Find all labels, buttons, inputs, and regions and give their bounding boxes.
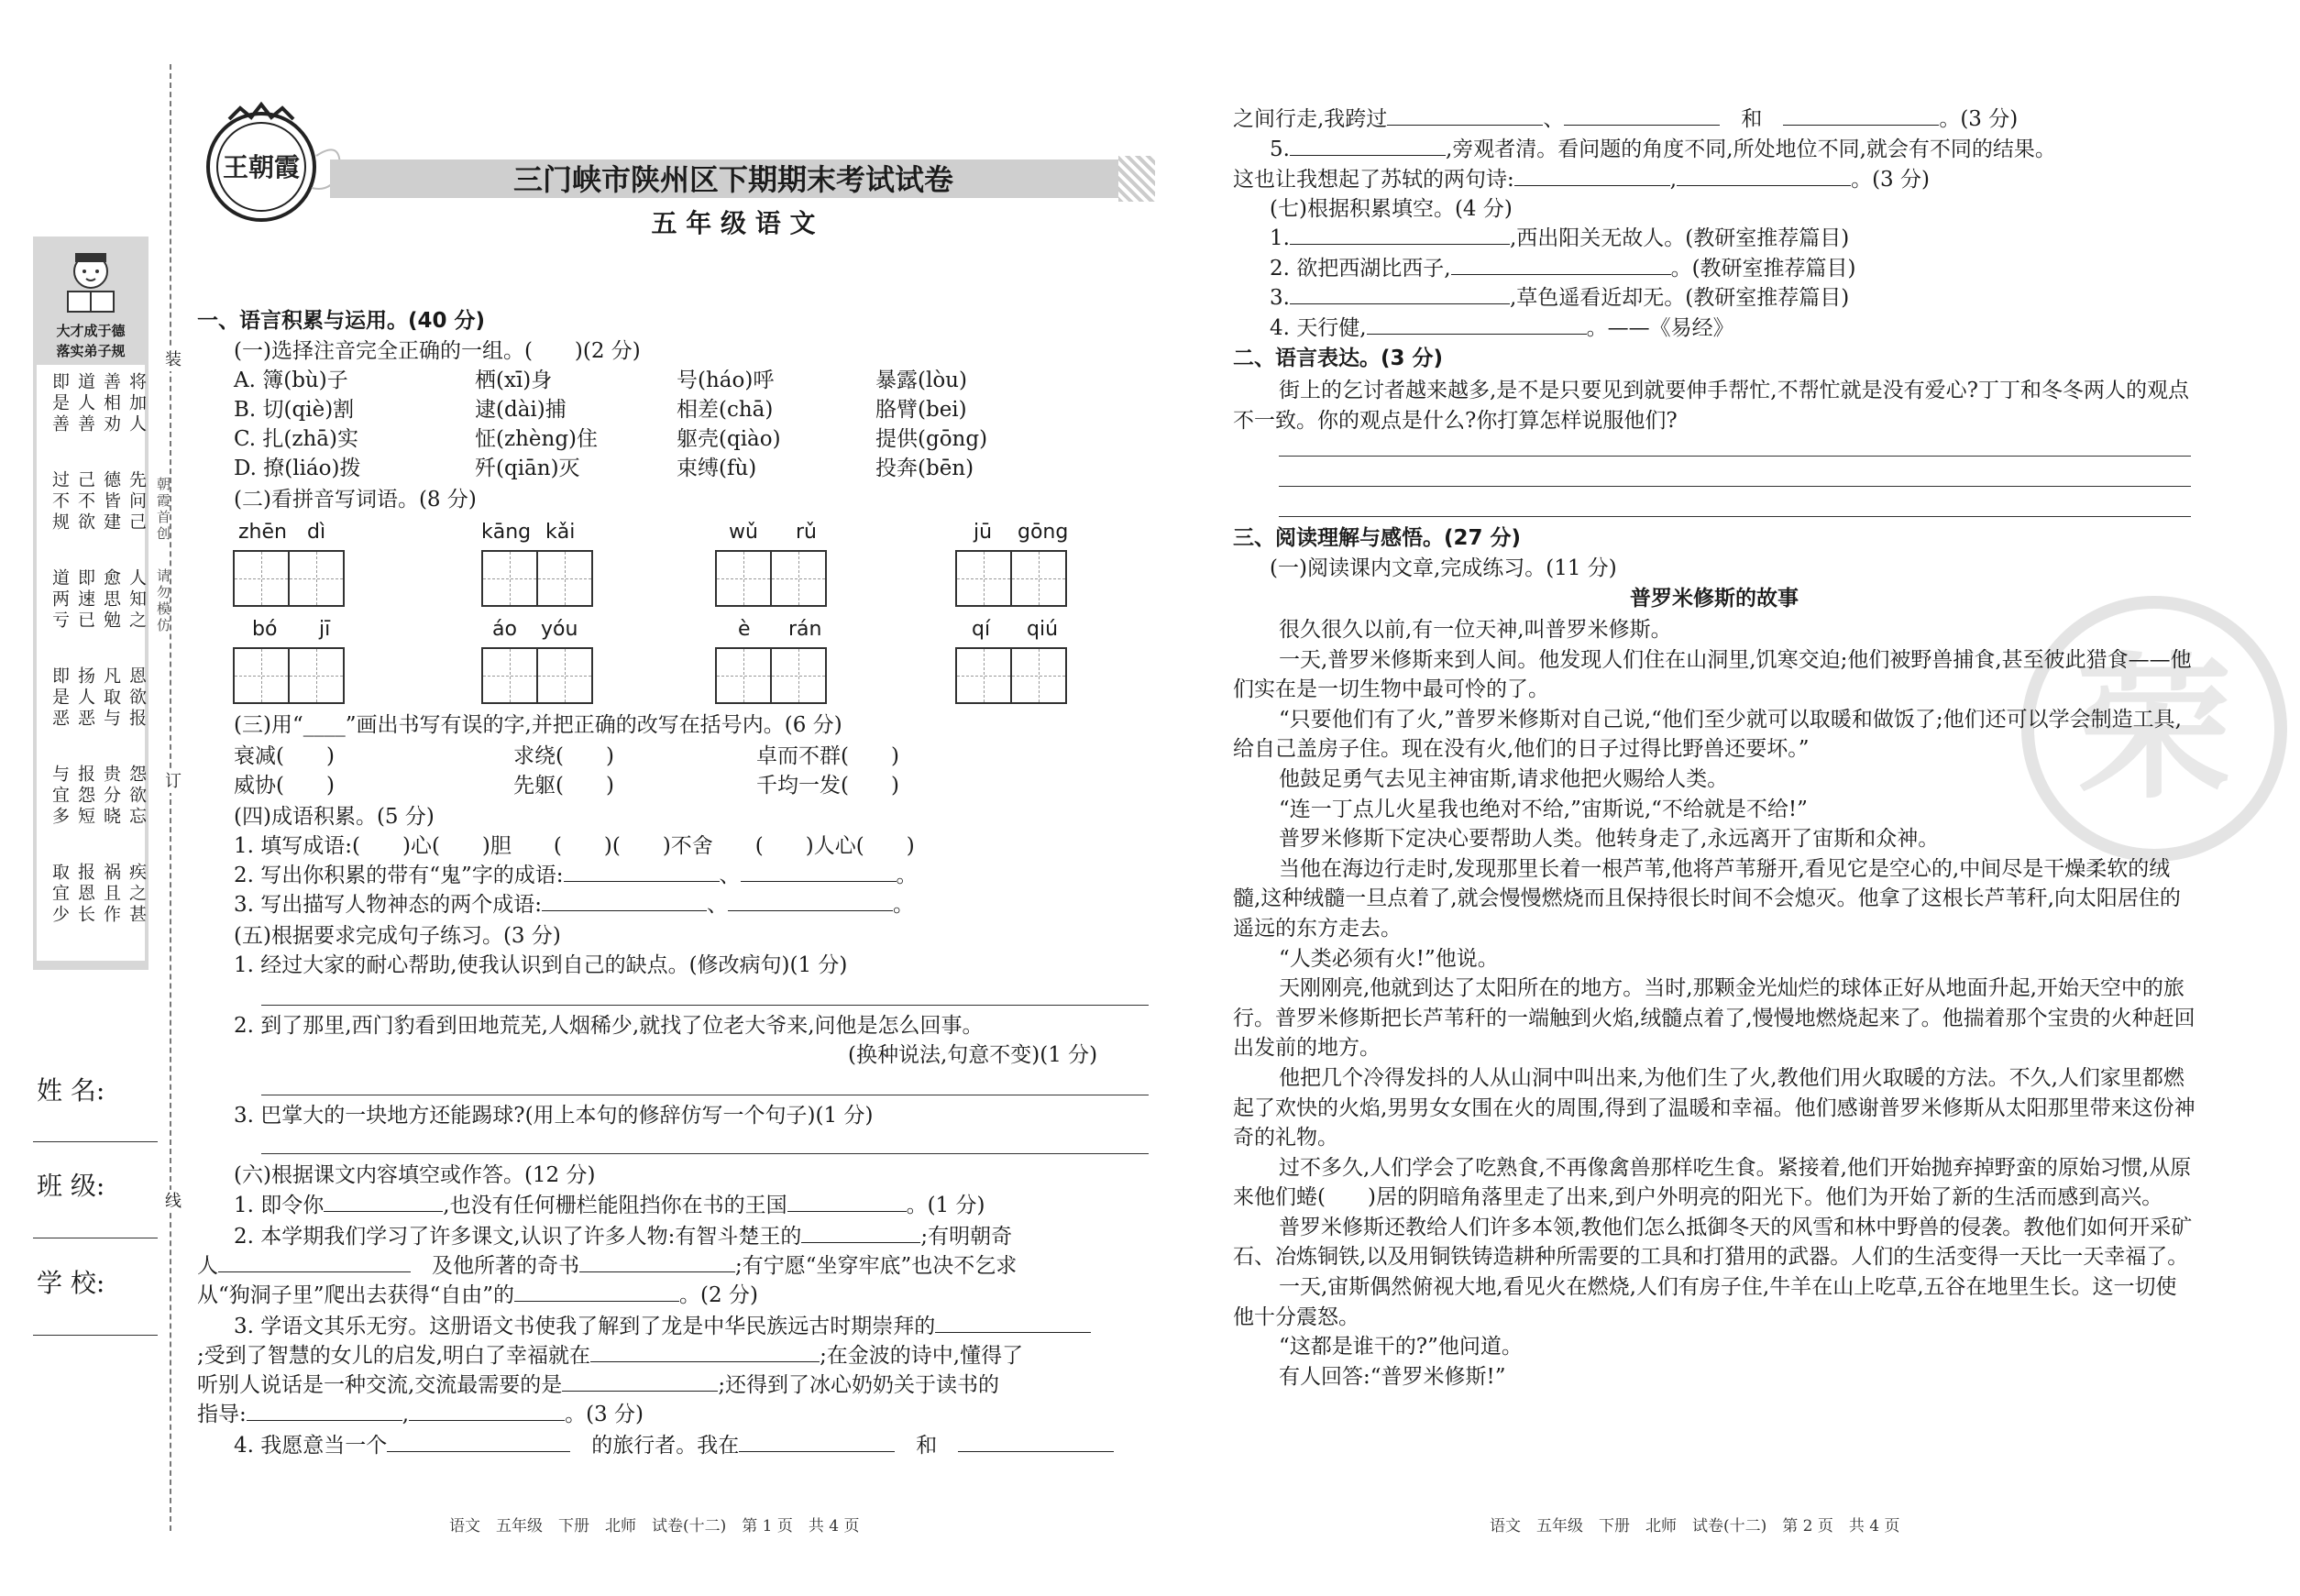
q6-3-b: ;受到了智慧的女儿的启发,明白了幸福就在 [197, 1344, 591, 1368]
answer-blank[interactable] [409, 1402, 565, 1421]
answer-blank[interactable] [787, 1193, 907, 1212]
poem-column: 道两亏 [50, 568, 70, 632]
pinyin: wǔ [729, 521, 758, 544]
q6-1-a: 1. 即令你 [234, 1194, 325, 1217]
q6-3-cont3: 指导: , 。(3 分) [197, 1403, 644, 1426]
q7-4-a: 4. 天行健, [1270, 316, 1367, 340]
q3-title: (三)用“____”画出书写有误的字,并把正确的改写在括号内。(6 分) [234, 713, 842, 737]
story-title: 普罗米修斯的故事 [1630, 587, 1799, 611]
q7-2-a: 2. 欲把西湖比西子, [1270, 257, 1451, 281]
section2-text: 街上的乞讨者越来越多,是不是只要见到就要伸手帮忙,不帮忙就是没有爱心?丁丁和冬冬两人的观点不一致。你的观点是什么?你打算怎样说服他们? [1233, 379, 2189, 433]
pinyin: qiú [1027, 618, 1059, 641]
q6-4-b: 的旅行者。我在 [591, 1434, 740, 1458]
poem-column: 取宜少 [50, 863, 70, 926]
school-label: 学 校: [37, 1268, 105, 1298]
poem-column: 报怨短 [75, 765, 95, 828]
section2-title: 二、语言表达。(3 分) [1233, 347, 1444, 370]
poem-column: 祸且作 [101, 863, 121, 926]
q4-title: (四)成语积累。(5 分) [234, 805, 435, 829]
poem-column: 即速已 [75, 568, 95, 632]
brand-logo [193, 101, 348, 229]
class-label: 班 级: [37, 1171, 105, 1201]
q1-optB-d: 胳臂(bei) [875, 398, 967, 422]
pinyin: è [738, 618, 751, 641]
pinyin: rǔ [796, 521, 817, 544]
q6-3-a: 3. 学语文其乐无穷。这册语文书使我了解到了龙是中华民族远古时期崇拜的 [234, 1315, 936, 1338]
answer-line[interactable] [1279, 486, 2191, 487]
q1-optB: B. 切(qiè)割 [234, 398, 355, 422]
q5-3: 3. 巴掌大的一块地方还能踢球?(用上本句的修辞仿写一个句子)(1 分) [234, 1104, 874, 1128]
q6-5-a: 5. [1270, 138, 1290, 161]
q1-optD: D. 撩(liáo)拨 [234, 457, 361, 480]
q6-3-f: 指导: [197, 1403, 247, 1426]
tianzi-grid[interactable] [481, 647, 591, 704]
q4-1: 1. 填写成语:( )心( )胆 ( )( )不舍 ( )人心( ) [234, 834, 915, 858]
page-footer-left: 语文 五年级 下册 北师 试卷(十二) 第 1 页 共 4 页 [449, 1517, 860, 1535]
tianzi-grid[interactable] [955, 550, 1065, 607]
sidebar-panel [33, 237, 149, 970]
poem-column: 恩欲报 [127, 666, 147, 730]
q6-1 [234, 1192, 985, 1219]
answer-line[interactable] [261, 1153, 1149, 1154]
answer-blank[interactable] [1367, 315, 1587, 335]
q5-1: 1. 经过大家的耐心帮助,使我认识到自己的缺点。(修改病句)(1 分) [234, 953, 848, 977]
story-paragraph: 天刚刚亮,他就到达了太阳所在的地方。当时,那颗金光灿烂的球体正好从地面升起,开始天空中的旅行。普罗米修斯把长芦苇秆的一端触到火焰,绒髓点着了,慢慢地燃烧起来了。他揣着那个宝贵的火种赶回出发前的地方。 [1233, 976, 2195, 1061]
q7-2-b: 。(教研室推荐篇目) [1670, 257, 1856, 281]
q7-4 [1270, 314, 1734, 342]
q6-3-d: 听别人说话是一种交流,交流最需要的是 [197, 1373, 563, 1397]
story-paragraph: 普罗米修斯下定决心要帮助人类。他转身走了,永远离开了宙斯和众神。 [1279, 827, 1940, 852]
answer-blank[interactable] [801, 1224, 920, 1243]
pinyin: gōng [1018, 521, 1069, 544]
answer-blank[interactable] [935, 1314, 1091, 1333]
student-illustration [50, 246, 132, 319]
q6-2-e: ;有宁愿“坐穿牢底”也决不乞求 [735, 1254, 1018, 1278]
q5-2: 2. 到了那里,西门豹看到田地荒芜,人烟稀少,就找了位老大爷来,问他是怎么回事。 [234, 1014, 984, 1038]
cut-line [170, 64, 171, 1531]
answer-blank[interactable] [564, 863, 720, 882]
pinyin: bó [252, 618, 278, 641]
q6-3-g: 。(3 分) [565, 1403, 644, 1426]
q4-2-text: 2. 写出你积累的带有“鬼”字的成语: [234, 864, 564, 887]
tianzi-grid[interactable] [481, 550, 591, 607]
q3-item: 求绕( ) [513, 744, 614, 768]
q1-optC-b: 怔(zhèng)住 [475, 427, 599, 451]
poem-grid [37, 365, 145, 961]
c1-c: 。(3 分) [1939, 107, 2019, 131]
q4-3-text: 3. 写出描写人物神态的两个成语: [234, 893, 543, 917]
story-paragraph: “连一丁点儿火星我也绝对不给,”宙斯说,“不给就是不给!” [1279, 797, 1808, 821]
c1-a: 之间行走,我跨过 [1233, 107, 1388, 131]
poem-column: 先问己 [127, 470, 147, 534]
q1-optC-d: 提供(gōng) [875, 427, 988, 451]
answer-line[interactable] [1279, 456, 2191, 457]
q6-3 [234, 1313, 1091, 1340]
q6-3-cont2 [197, 1371, 999, 1399]
q6-2-c: 人 [197, 1254, 218, 1278]
answer-blank[interactable] [1564, 106, 1720, 126]
q5-title: (五)根据要求完成句子练习。(3 分) [234, 924, 561, 948]
q7-1-a: 1. [1270, 226, 1290, 250]
c1-b: 和 [1741, 107, 1763, 131]
poem-column: 怨欲忘 [127, 765, 147, 828]
svg-text:王朝霞: 王朝霞 [222, 152, 301, 182]
q1-optD-d: 投奔(bēn) [875, 457, 974, 480]
q6-2-g: 。(2 分) [679, 1283, 758, 1307]
answer-blank[interactable] [1290, 226, 1510, 245]
pinyin: jū [974, 521, 993, 544]
q6-5-b: ,旁观者清。看问题的角度不同,所处地位不同,就会有不同的结果。 [1445, 138, 2056, 161]
story-paragraph: 很久很久以前,有一位天神,叫普罗米修斯。 [1279, 618, 1672, 642]
watermark-glyph: 荣 [2075, 637, 2232, 820]
answer-blank[interactable] [1387, 106, 1543, 126]
answer-blank[interactable] [728, 892, 893, 911]
q6-2-b: ;有明朝奇 [920, 1225, 1013, 1249]
name-label: 姓 名: [37, 1075, 105, 1106]
tianzi-grid[interactable] [955, 647, 1065, 704]
answer-blank[interactable] [387, 1433, 570, 1452]
poem-column: 即是善 [50, 372, 70, 435]
answer-blank[interactable] [1514, 167, 1670, 186]
answer-blank[interactable] [514, 1282, 679, 1302]
section1-title: 一、语言积累与运用。(40 分) [197, 309, 486, 333]
answer-blank[interactable] [958, 1433, 1114, 1452]
poem-column: 道人善 [75, 372, 95, 435]
poem-column: 将加人 [127, 372, 147, 435]
pinyin: jī [319, 618, 331, 641]
answer-blank[interactable] [739, 1433, 895, 1452]
poem-column: 己不欲 [75, 470, 95, 534]
tianzi-grid[interactable] [233, 550, 343, 607]
q1-title: (一)选择注音完全正确的一组。( )(2 分) [234, 339, 641, 363]
cut-label-3: 线 [160, 1190, 183, 1213]
q6-title: (六)根据课文内容填空或作答。(12 分) [234, 1163, 596, 1187]
story-paragraph: 他鼓足勇气去见主神宙斯,请求他把火赐给人类。 [1279, 766, 1729, 791]
q1-optB-b: 逮(dài)捕 [475, 398, 567, 422]
answer-blank[interactable] [542, 892, 707, 911]
stamp-first-created: 朝霞首创 [155, 477, 171, 543]
q6-2 [234, 1223, 1012, 1250]
section3-subtitle: (一)阅读课内文章,完成练习。(11 分) [1270, 556, 1617, 580]
story-body [1233, 615, 2195, 1392]
q4-3: 3. 写出描写人物神态的两个成语: 、 。 [234, 893, 915, 917]
q1-optC: C. 扎(zhā)实 [234, 427, 358, 451]
q7-1 [1270, 225, 1849, 252]
q7-1-b: ,西出阳关无故人。(教研室推荐篇目) [1509, 226, 1850, 250]
poem-column: 愈思勉 [101, 568, 121, 632]
motto-top: 大才成于德 [56, 323, 126, 339]
poem-column: 善相劝 [101, 372, 121, 435]
answer-blank[interactable] [247, 1402, 402, 1421]
school-field[interactable] [33, 1335, 158, 1336]
pinyin: áo [492, 618, 517, 641]
answer-line[interactable] [261, 1005, 1149, 1006]
exam-subtitle: 五 年 级 语 文 [651, 208, 816, 238]
pinyin: dì [307, 521, 326, 544]
q6-5 [1270, 136, 2056, 163]
q6-1-b: ,也没有任何栅栏能阻挡你在书的王国 [443, 1194, 787, 1217]
q1-optB-c: 相差(chā) [677, 398, 774, 422]
q1-optC-c: 躯壳(qiào) [677, 427, 781, 451]
q6-1-c: 。(1 分) [906, 1194, 985, 1217]
page-footer-right: 语文 五年级 下册 北师 试卷(十二) 第 2 页 共 4 页 [1490, 1517, 1900, 1535]
q5-2-note: (换种说法,句意不变)(1 分) [848, 1043, 1098, 1067]
q3-item: 先躯( ) [513, 774, 614, 798]
story-paragraph: 一天,宙斯偶然俯视大地,看见火在燃烧,人们有房子住,牛羊在山上吃草,五谷在地里生长。这一切使他十分震怒。 [1233, 1275, 2177, 1329]
tianzi-grid[interactable] [715, 550, 825, 607]
answer-blank[interactable] [1290, 137, 1446, 156]
answer-blank[interactable] [1783, 106, 1939, 126]
q6-2-end [197, 1282, 758, 1309]
answer-blank[interactable] [590, 1343, 820, 1362]
poem-column: 凡取与 [101, 666, 121, 730]
story-paragraph: 当他在海边行走时,发现那里长着一根芦苇,他将芦苇掰开,看见它是空心的,中间尽是干燥柔软的绒髓,这种绒髓一旦点着了,就会慢慢燃烧而且保持很长时间不会熄灭。他拿了这根长芦苇秆,向太阳居住的遥远的东方走去。 [1233, 856, 2181, 941]
cut-label-2: 订 [160, 770, 183, 793]
poem-box [37, 365, 145, 961]
exam-title: 三门峡市陕州区下期期末考试试卷 [512, 162, 953, 197]
section3-title: 三、阅读理解与感悟。(27 分) [1233, 526, 1522, 550]
poem-column: 过不规 [50, 470, 70, 534]
stamp-do-not-copy: 请勿模仿 [155, 568, 171, 634]
poem-column: 人知之 [127, 568, 147, 632]
q6-3-cont1 [197, 1342, 1023, 1370]
q3-item: 千均一发( ) [756, 774, 899, 798]
pinyin: kāng [481, 521, 532, 544]
pinyin: qí [972, 618, 991, 641]
answer-blank[interactable] [741, 863, 897, 882]
poem-column: 德皆建 [101, 470, 121, 534]
answer-blank[interactable] [1677, 167, 1851, 186]
story-paragraph: 过不多久,人们学会了吃熟食,不再像禽兽那样吃生食。紧接着,他们开始抛弃掉野蛮的原始习惯,从原来他们蜷( )居的阴暗角落里走了出来,到户外明亮的阳光下。他们为开始了新的生活而感到高兴。 [1233, 1155, 2192, 1210]
q6-5-cont: 这也让我想起了苏轼的两句诗: , 。(3 分) [1233, 168, 1930, 192]
q6-4-cont: 之间行走,我跨过 、 和 。(3 分) [1233, 107, 2019, 131]
q3-item: 威协( ) [234, 774, 335, 798]
answer-blank[interactable] [562, 1372, 718, 1392]
q6-4-a: 4. 我愿意当一个 [234, 1434, 388, 1458]
q6-3-e: ;还得到了冰心奶奶关于读书的 [718, 1373, 1000, 1397]
story-paragraph: “这都是谁干的?”他问道。 [1279, 1335, 1523, 1359]
tianzi-grid[interactable] [715, 647, 825, 704]
pinyin: zhēn [238, 521, 287, 544]
q6-5-d: 。(3 分) [1851, 168, 1930, 192]
story-paragraph: 普罗米修斯还教给人们许多本领,教他们怎么抵御冬天的风雪和林中野兽的侵袭。教他们如何开采矿石、冶炼铜铁,以及用铜铁铸造耕种所需要的工具和打猎用的武器。人们的生活变得一天比一天幸福了。 [1233, 1215, 2193, 1270]
pinyin: kǎi [545, 521, 576, 544]
motto-bottom: 落实弟子规 [56, 343, 126, 359]
q3-item: 衰减( ) [234, 744, 335, 768]
tianzi-grid[interactable] [233, 647, 343, 704]
q2-title: (二)看拼音写词语。(8 分) [234, 488, 477, 512]
story-paragraph: “只要他们有了火,”普罗米修斯对自己说,“他们至少就可以取暖和做饭了;他们还可以学会制造工具,给自己盖房子住。现在没有火,他们的日子过得比野兽还要坏。” [1233, 707, 2182, 762]
q1-optA-d: 暴露(lòu) [875, 369, 967, 392]
poem-column: 即是恶 [50, 666, 70, 730]
answer-blank[interactable] [1451, 256, 1671, 275]
answer-blank[interactable] [218, 1253, 411, 1272]
q1-optA: A. 簿(bù)子 [234, 369, 348, 392]
q6-4-c: 和 [916, 1434, 938, 1458]
answer-line[interactable] [1279, 516, 2191, 517]
answer-blank[interactable] [324, 1193, 443, 1212]
story-paragraph: “人类必须有火!”他说。 [1279, 946, 1499, 971]
pinyin: yóu [541, 618, 578, 641]
q7-2 [1270, 255, 1856, 282]
story-paragraph: 有人回答:“普罗米修斯!” [1279, 1364, 1506, 1389]
cut-label-1: 装 [160, 348, 183, 371]
q6-2-d: 及他所著的奇书 [432, 1254, 579, 1278]
q1-optA-c: 号(háo)呼 [677, 369, 775, 392]
q1-optD-c: 束缚(fù) [677, 457, 757, 480]
q3-item: 卓而不群( ) [756, 744, 899, 768]
poem-column: 与宜多 [50, 765, 70, 828]
story-paragraph: 一天,普罗米修斯来到人间。他发现人们住在山洞里,饥寒交迫;他们被野兽捕食,甚至彼此猎食——他们实在是一切生物中最可怜的了。 [1233, 647, 2192, 702]
q4-2: 2. 写出你积累的带有“鬼”字的成语: 、 。 [234, 864, 918, 887]
q7-title: (七)根据积累填空。(4 分) [1270, 197, 1513, 221]
q1-optD-b: 歼(qiān)灭 [475, 457, 580, 480]
q6-5-c: 这也让我想起了苏轼的两句诗: [1233, 168, 1514, 192]
poem-column: 疾之甚 [127, 863, 147, 926]
q6-2-a: 2. 本学期我们学习了许多课文,认识了许多人物:有智斗楚王的 [234, 1225, 802, 1249]
q6-4 [234, 1432, 1114, 1459]
answer-blank[interactable] [579, 1253, 735, 1272]
q7-3-b: ,草色遥看近却无。(教研室推荐篇目) [1509, 286, 1850, 310]
poem-column: 贵分晓 [101, 765, 121, 828]
q7-4-b: 。——《易经》 [1586, 316, 1734, 340]
poem-column: 报恩长 [75, 863, 95, 926]
name-field[interactable] [33, 1141, 158, 1142]
poem-column: 扬人恶 [75, 666, 95, 730]
pinyin: rán [788, 618, 822, 641]
q7-3-a: 3. [1270, 286, 1290, 310]
q6-2-f: 从“狗洞子里”爬出去获得“自由”的 [197, 1283, 515, 1307]
q6-3-c: ;在金波的诗中,懂得了 [820, 1344, 1024, 1368]
q1-optA-b: 栖(xī)身 [475, 369, 553, 392]
q7-3 [1270, 284, 1849, 312]
story-paragraph: 他把几个冷得发抖的人从山洞中叫出来,为他们生了火,教他们用火取暖的方法。不久,人们家里都燃起了欢快的火焰,男男女女围在火的周围,得到了温暖和幸福。他们感谢普罗米修斯从太阳那里带来这份神奇的礼物。 [1233, 1065, 2195, 1150]
q6-2-cont [197, 1252, 1017, 1280]
answer-blank[interactable] [1290, 285, 1510, 304]
